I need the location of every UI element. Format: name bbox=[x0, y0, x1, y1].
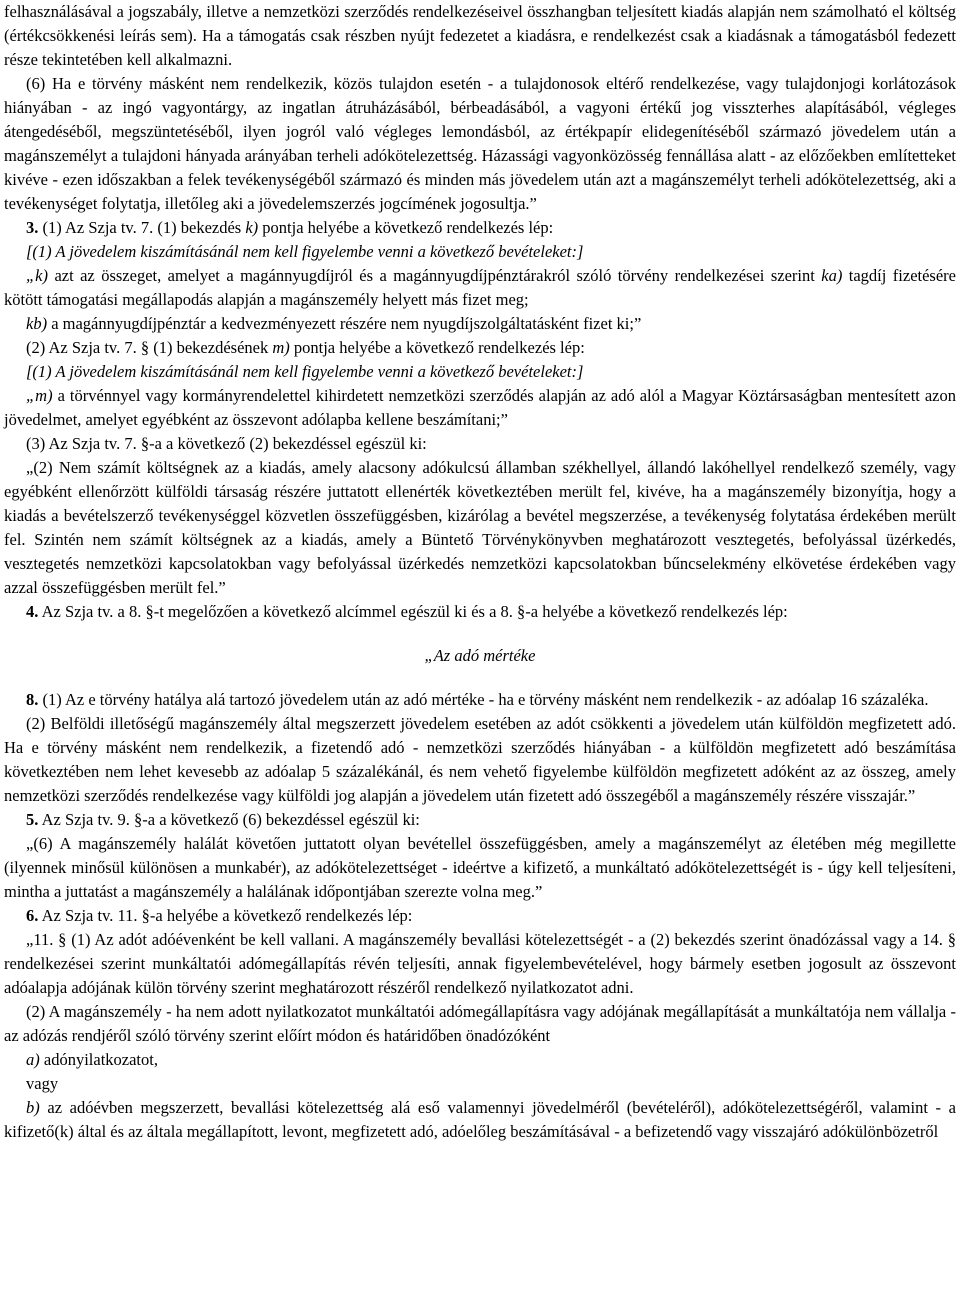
section-number: 3. bbox=[26, 218, 39, 237]
point-label: k) bbox=[245, 218, 259, 237]
paragraph-2: „(2) Nem számít költségnek az a kiadás, amely alacsony adókulcsú államban székhellyel, állandó lakóhellyel rendelkező személy, vagy egyébként ellenőrzött külföldi társaság részére juttatott ellenérték következtében merült fel, kivéve, ha a magánszemély bizonyítja, hogy a kiadás a bevételszerző tevékenységgel közvetlen összefüggésben, kizárólag a bevétel megszerzése, a tevékenység folytatása érdekében merült fel. Szintén nem számít költségnek az a kiadás, amely a Büntető Törvénykönyvben meghatározott vesztegetés, befolyással üzérkedés, vesztegetés nemzetközi kapcsolatokban vagy befolyással üzérkedés nemzetközi kapcsolatokban bűncselekmény elkövetése érdekében vagy azzal összefüggésben merült fel.” bbox=[4, 458, 956, 597]
point-label: a) bbox=[26, 1050, 40, 1069]
section-text: (1) Az Szja tv. 7. bbox=[38, 218, 158, 237]
section-6-heading bbox=[4, 904, 956, 928]
point-label: ka) bbox=[821, 266, 843, 285]
section-text: (2) Az Szja tv. 7. § (1) bekezdésének bbox=[26, 338, 273, 357]
point-text: tagdíj fizetésére kötött támogatási megállapodás alapján a magánszemély helyett más fizet meg; bbox=[4, 266, 956, 309]
section-number: 4. bbox=[26, 602, 39, 621]
point-label: „k) bbox=[26, 266, 48, 285]
bracket-note-2: [(1) A jövedelem kiszámításánál nem kell figyelembe venni a következő bevételeket:] bbox=[26, 362, 584, 381]
section-text: (1) bekezdés bbox=[157, 218, 246, 237]
section-text: Az Szja tv. a 8. §-t megelőzően a következő alcímmel egészül ki és a 8. §-a helyébe a következő rendelkezés lép: bbox=[38, 602, 788, 621]
paragraph-6: (6) Ha e törvény másként nem rendelkezik, közös tulajdon esetén - a tulajdonosok eltérő rendelkezése, vagy tulajdonjogi korlátozások hiányában - az ingó vagyontárgy, az ingatlan átruházásából, bérbeadásából, a vagyoni értékű jog visszterhes alapításából, végleges átengedéséből, megszüntetéséből, ilyen jogról való végleges lemondásból, az értékpapír elidegenítéséből származó jövedelem után a magánszemélyt a tulajdoni hányada arányában terheli adókötelezettség. Házassági vagyonközösség fennállása alatt - az előzőekben említetteket kivéve - ezen időszakban a felek tevékenységéből származó és minden más jövedelem után azt a magánszemélyt terheli adókötelezettség, aki a tevékenységet folytatja, illetőleg aki a jövedelemszerzés jogcímének jogosultja.” bbox=[4, 74, 956, 213]
point-text: az adóévben megszerzett, bevallási kötelezettség alá eső valamennyi jövedelméről (bevételéről), adókötelezettségéről, valamint - a kifizető(k) által és az általa megállapított, levont, megfizetett adó, adóelőleg beszámításával - a befizetendő vagy visszajáró adókülönbözetről bbox=[4, 1098, 956, 1141]
paragraph-11-1: „11. § (1) Az adót adóévenként be kell vallani. A magánszemély bevallási kötelezettségét - a (2) bekezdés szerint önadózással vagy a 14. § rendelkezései szerint munkáltatói adómegállapítás révén teljesíti, annak figyelembevételével, hogy bármely esetben jogosult az összevont adóalapja adójának külön törvény szerint meghatározott részéről rendelkező nyilatkozatot adni. bbox=[4, 930, 956, 997]
point-k bbox=[4, 264, 956, 312]
section-3-3: (3) Az Szja tv. 7. §-a a következő (2) bekezdéssel egészül ki: bbox=[26, 434, 427, 453]
point-m bbox=[4, 384, 956, 432]
section-text: pontja helyébe a következő rendelkezés lép: bbox=[289, 338, 585, 357]
section-8-1 bbox=[4, 688, 956, 712]
point-label: kb) bbox=[26, 314, 48, 333]
point-a bbox=[4, 1048, 956, 1072]
section-3-heading bbox=[4, 216, 956, 240]
bracket-note-1: [(1) A jövedelem kiszámításánál nem kell figyelembe venni a következő bevételeket:] bbox=[26, 242, 584, 261]
section-text: (1) Az e törvény hatálya alá tartozó jövedelem után az adó mértéke - ha e törvény másként nem rendelkezik - az adóalap 16 százaléka. bbox=[38, 690, 929, 709]
subtitle: „Az adó mértéke bbox=[424, 646, 536, 665]
point-text: a magánnyugdíjpénztár a kedvezményezett részére nem nyugdíjszolgáltatásként fizet ki;” bbox=[47, 314, 642, 333]
section-text: Az Szja tv. 11. §-a helyébe a következő rendelkezés lép: bbox=[38, 906, 413, 925]
paragraph-11-2: (2) A magánszemély - ha nem adott nyilatkozatot munkáltatói adómegállapításra vagy adójának megállapítását a munkáltatója nem vállalja - az adózás rendjéről szóló törvény szerint előírt módon és határidőben önadózóként bbox=[4, 1002, 956, 1045]
section-5-heading bbox=[4, 808, 956, 832]
point-label: m) bbox=[272, 338, 290, 357]
section-number: 5. bbox=[26, 810, 39, 829]
section-text: Az Szja tv. 9. §-a a következő (6) bekezdéssel egészül ki: bbox=[38, 810, 420, 829]
paragraph-intro: felhasználásával a jogszabály, illetve a nemzetközi szerződés rendelkezéseivel összhangban teljesített kiadás alapján nem számolható el költség (értékcsökkenési leírás sem). Ha a támogatás csak részben nyújt fedezetet a kiadásra, e rendelkezést csak a kiadásnak a támogatásból fedezett része tekintetében kell alkalmazni. bbox=[4, 2, 956, 69]
conjunction: vagy bbox=[26, 1074, 59, 1093]
section-3-2 bbox=[4, 336, 956, 360]
point-text: azt az összeget, amelyet a magánnyugdíjról és a magánnyugdíjpénztárakról szóló törvény rendelkezései szerint bbox=[48, 266, 822, 285]
section-8-2: (2) Belföldi illetőségű magánszemély által megszerzett jövedelem esetében az adót csökkenti a jövedelem után külföldön megfizetett adó. Ha e törvény másként nem rendelkezik, a fizetendő adó - nemzetközi szerződés hiányában - a külföldön megfizetett adó beszámítása következtében nem lehet kevesebb az adóalap 5 százalékánál, és nem vehető figyelembe külföldön megfizetett adóként az az összeg, amely nemzetközi szerződés rendelkezése vagy külföldi jog alapján a jövedelem után fizetett adó összegéből a magánszemély részére visszajár.” bbox=[4, 714, 956, 805]
point-b bbox=[4, 1096, 956, 1144]
point-kb bbox=[4, 312, 956, 336]
paragraph-6-new: „(6) A magánszemély halálát követően juttatott olyan bevétellel összefüggésben, amely a magánszemélyt az életében még megillette (ilyennek minősül különösen a munkabér), az adókötelezettséget - ideértve a kifizető, a munkáltató adókötelezettségét is - úgy kell teljesíteni, mintha a juttatást a magánszemély a halálának időpontjában szerezte volna meg.” bbox=[4, 834, 956, 901]
point-text: a törvénnyel vagy kormányrendelettel kihirdetett nemzetközi szerződés alapján az adó alól a Magyar Köztársaságban mentesített azon jövedelmet, amelyet egyébként az összevont adólapba kellene beszámítani;” bbox=[4, 386, 956, 429]
spacer bbox=[4, 624, 956, 644]
section-number: 6. bbox=[26, 906, 39, 925]
section-text: pontja helyébe a következő rendelkezés lép: bbox=[258, 218, 554, 237]
point-label: „m) bbox=[26, 386, 53, 405]
point-label: b) bbox=[26, 1098, 40, 1117]
point-text: adónyilatkozatot, bbox=[39, 1050, 158, 1069]
section-number: 8. bbox=[26, 690, 39, 709]
section-4-heading bbox=[4, 600, 956, 624]
spacer bbox=[4, 668, 956, 688]
